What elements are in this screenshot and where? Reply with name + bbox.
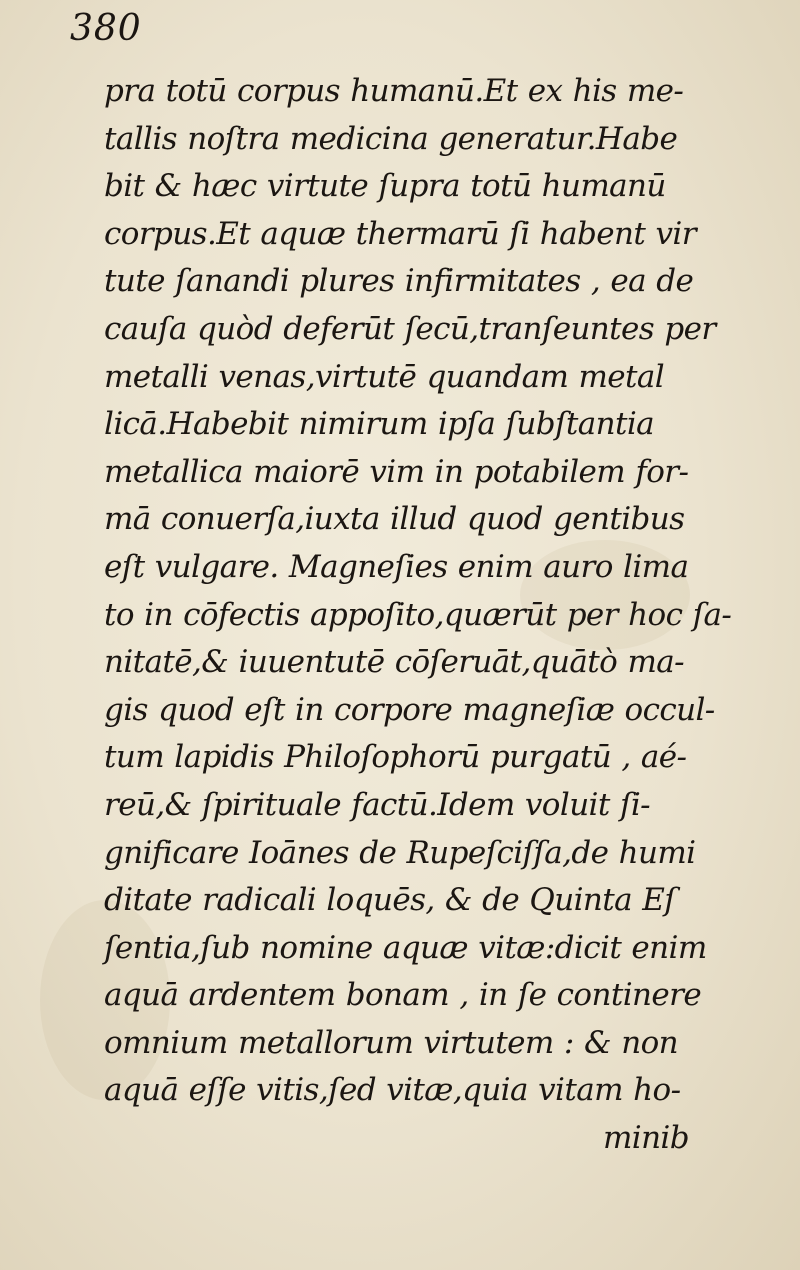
text-line: ſentia,ſub nomine aquæ vitæ:dicit enim bbox=[104, 929, 707, 966]
text-line: aquā ardentem bonam , in ſe continere bbox=[104, 977, 702, 1014]
text-line: bit & hæc virtute ſupra totū humanū bbox=[104, 168, 666, 205]
text-line: gis quod eſt in corpore magneſiæ occul- bbox=[104, 691, 715, 728]
text-line: ditate radicali loquēs, & de Quinta Eſ bbox=[104, 882, 676, 919]
text-line: to in cōfectis appoſito,quærūt per hoc ſa- bbox=[104, 596, 732, 633]
text-line: gnificare Ioānes de Rupeſciſſa,de humi bbox=[104, 834, 696, 871]
text-line: pra totū corpus humanū.Et ex his me- bbox=[104, 73, 684, 109]
text-line: metallica maiorē vim in potabilem for- bbox=[104, 453, 689, 490]
text-line: mā conuerſa,iuxta illud quod gentibus bbox=[104, 501, 685, 538]
text-line: reū,& ſpirituale factū.Idem voluit ſi- bbox=[104, 786, 651, 823]
text-line: corpus.Et aquæ thermarū ſi habent vir bbox=[104, 215, 696, 252]
text-line: cauſa quòd deferūt ſecū,tranſeuntes per bbox=[104, 310, 716, 347]
text-line: tum lapidis Philoſophorū purgatū , aé- bbox=[104, 739, 687, 776]
text-line: aquā eſſe vitis,ſed vitæ,quia vitam ho- bbox=[104, 1072, 681, 1109]
text-line: omnium metallorum virtutem : & non bbox=[104, 1024, 679, 1061]
text-line: minib bbox=[602, 1120, 689, 1157]
text-line: tute ſanandi plures infirmitates , ea de bbox=[104, 263, 694, 300]
text-line: nitatē,& iuuentutē cōſeruāt,quātò ma- bbox=[104, 644, 685, 681]
text-line: licā.Habebit nimirum ipſa ſubſtantia bbox=[104, 406, 655, 443]
body-text bbox=[104, 68, 732, 1163]
text-line: eſt vulgare. Magneſies enim auro lima bbox=[104, 548, 689, 585]
text-line: metalli venas,virtutē quandam metal bbox=[104, 358, 665, 395]
page-number: 380 bbox=[70, 8, 142, 49]
text-line: tallis noſtra medicina generatur.Habe bbox=[104, 120, 678, 157]
